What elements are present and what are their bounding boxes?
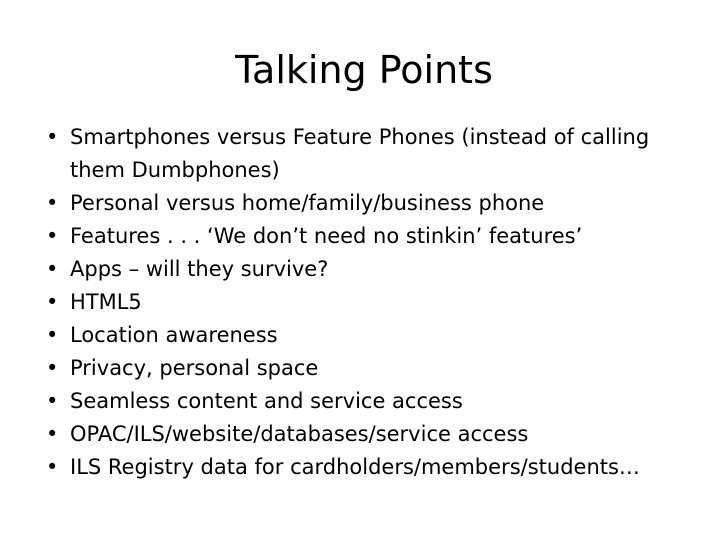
bullet-text: ILS Registry data for cardholders/members/students… <box>70 455 640 479</box>
bullet-text: Privacy, personal space <box>70 356 319 380</box>
bullet-icon: • <box>46 455 59 479</box>
bullet-icon: • <box>46 422 59 446</box>
bullet-text: Location awareness <box>70 323 278 347</box>
bullet-icon: • <box>46 290 59 314</box>
bullet-text: Seamless content and service access <box>70 389 463 413</box>
bullet-text: Personal versus home/family/business phone <box>70 191 545 215</box>
bullet-text: OPAC/ILS/website/databases/service access <box>70 422 529 446</box>
bullet-item <box>46 319 696 352</box>
bullet-icon: • <box>46 191 59 215</box>
bullet-text: Apps – will they survive? <box>70 257 329 281</box>
bullet-item <box>46 451 696 484</box>
bullet-icon: • <box>46 356 59 380</box>
bullet-icon: • <box>46 224 59 248</box>
bullet-item <box>46 286 696 319</box>
bullet-item <box>46 121 696 187</box>
bullet-icon: • <box>46 323 59 347</box>
slide-title: Talking Points <box>235 48 493 92</box>
bullet-text: Features . . . ‘We don’t need no stinkin’ features’ <box>70 224 583 248</box>
bullet-item <box>46 220 696 253</box>
bullet-icon: • <box>46 257 59 281</box>
bullet-item <box>46 187 696 220</box>
bullet-item <box>46 385 696 418</box>
bullet-item <box>46 418 696 451</box>
bullet-icon: • <box>46 389 59 413</box>
bullet-item <box>46 253 696 286</box>
bullet-text: Smartphones versus Feature Phones (instead of calling them Dumbphones) <box>70 125 650 182</box>
bullet-item <box>46 352 696 385</box>
bullet-icon: • <box>46 125 59 149</box>
bullet-text: HTML5 <box>70 290 142 314</box>
bullet-list <box>46 121 696 484</box>
